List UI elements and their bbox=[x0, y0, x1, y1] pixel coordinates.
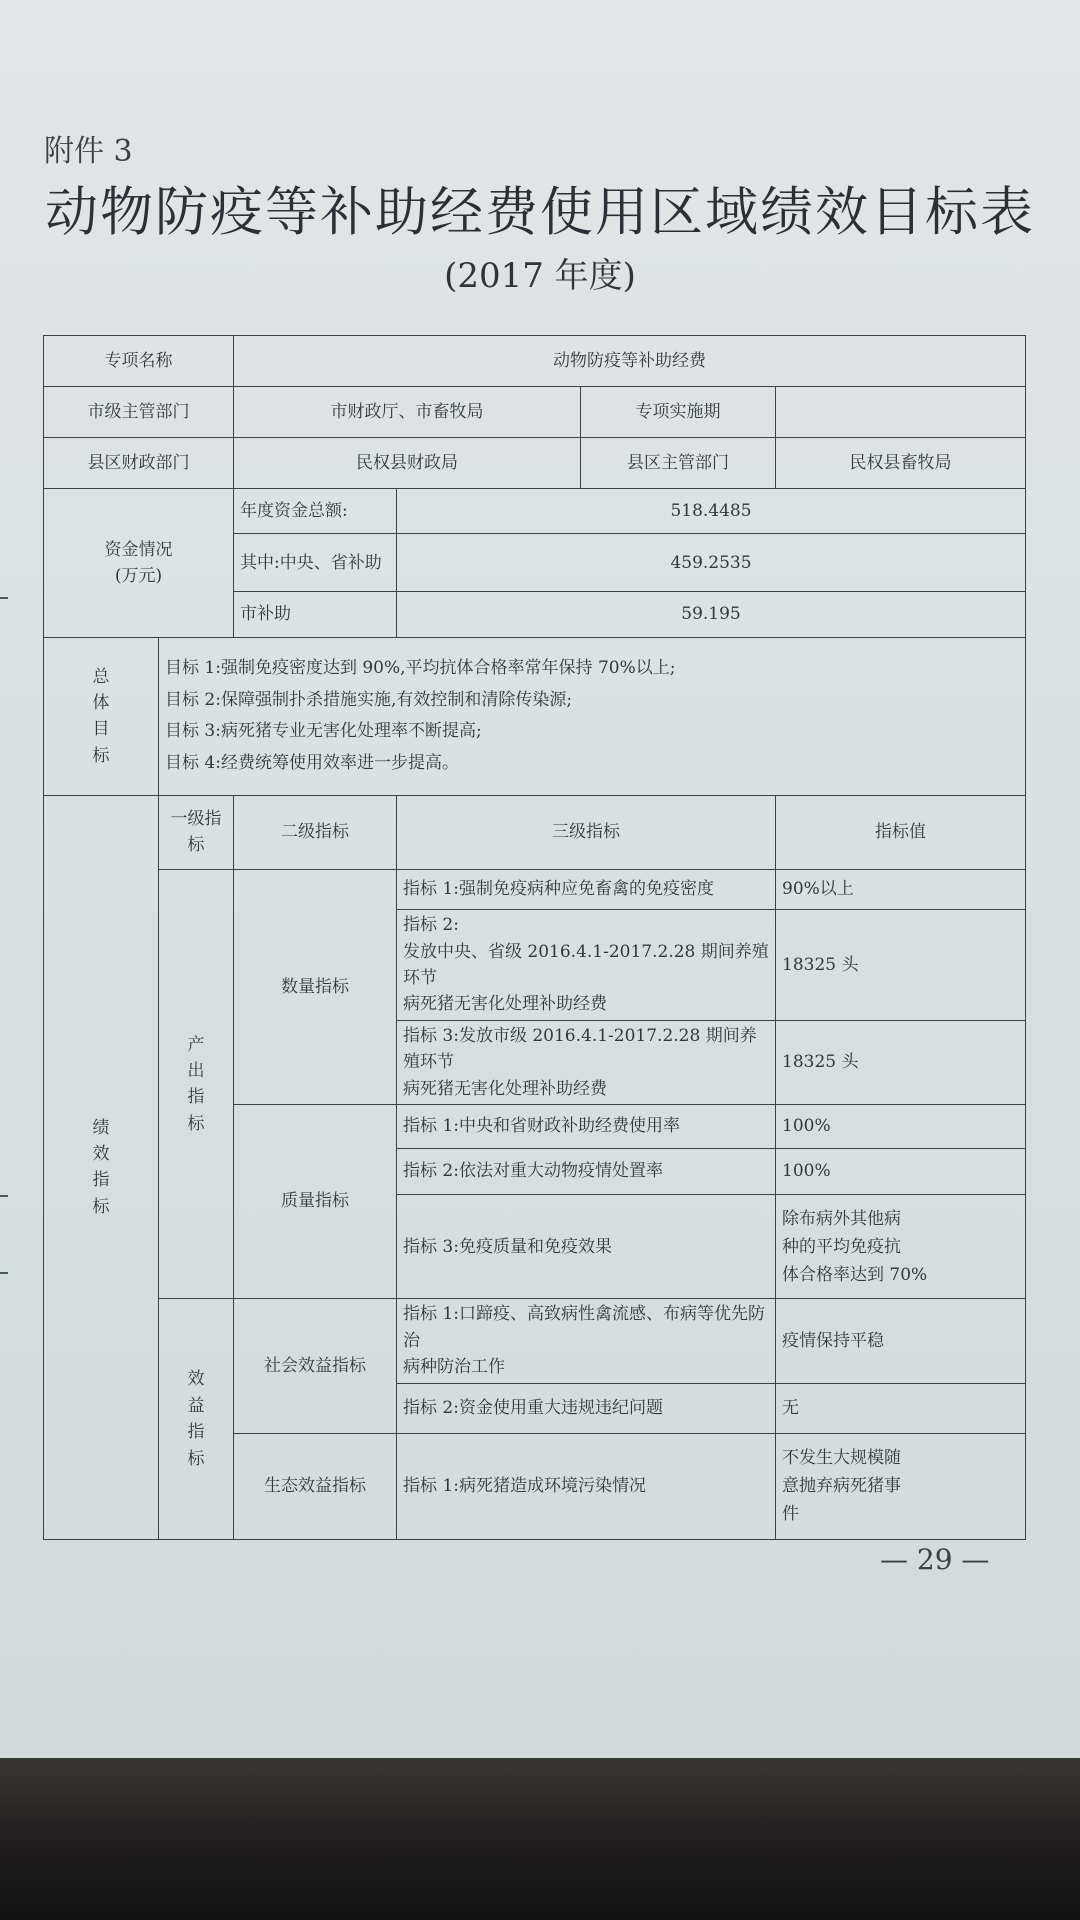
benefit-label-char: 效 bbox=[187, 1369, 205, 1390]
output-indicators-label bbox=[159, 870, 234, 1299]
quality-indicator-value: 100% bbox=[776, 1104, 1026, 1148]
attachment-label: 附件 3 bbox=[44, 134, 133, 169]
eco-benefit-label: 生态效益指标 bbox=[234, 1433, 397, 1539]
perf-label-char: 绩 bbox=[92, 1117, 110, 1138]
funds-central-value: 459.2535 bbox=[397, 534, 1026, 592]
project-name-label: 专项名称 bbox=[44, 336, 234, 387]
period-label: 专项实施期 bbox=[581, 387, 776, 438]
output-label-char: 出 bbox=[187, 1060, 205, 1081]
output-label-char: 产 bbox=[187, 1034, 205, 1055]
project-name-value: 动物防疫等补助经费 bbox=[234, 336, 1026, 387]
perf-label-char: 标 bbox=[92, 1196, 110, 1217]
county-dept-value: 民权县畜牧局 bbox=[776, 438, 1026, 489]
benefit-label-char: 益 bbox=[187, 1395, 205, 1416]
benefit-label-char: 指 bbox=[187, 1422, 205, 1443]
document-title: 动物防疫等补助经费使用区域绩效目标表 bbox=[45, 182, 1035, 243]
funds-total-label: 年度资金总额: bbox=[234, 489, 397, 534]
social-indicator-text: 指标 1:口蹄疫、高致病性禽流感、布病等优先防治 病种防治工作 bbox=[397, 1299, 776, 1383]
perf-label-char: 指 bbox=[92, 1170, 110, 1191]
goals-label-char: 目 bbox=[92, 719, 110, 740]
funds-label-cell bbox=[44, 489, 234, 637]
goal-item: 目标 4:经费统筹使用效率进一步提高。 bbox=[165, 752, 459, 773]
benefit-indicators-label bbox=[159, 1299, 234, 1540]
header-level3: 三级指标 bbox=[397, 795, 776, 869]
edge-mark bbox=[0, 1272, 8, 1274]
quality-indicator-text: 指标 3:免疫质量和免疫效果 bbox=[397, 1195, 776, 1299]
quantity-indicator-text: 指标 1:强制免疫病种应免畜禽的免疫密度 bbox=[397, 870, 776, 910]
goals-list bbox=[159, 637, 1026, 795]
county-finance-label: 县区财政部门 bbox=[44, 438, 234, 489]
quantity-indicator-text: 指标 3:发放市级 2016.4.1-2017.2.28 期间养殖环节 病死猪无害化处理补助经费 bbox=[397, 1020, 776, 1104]
quantity-indicator-value: 90%以上 bbox=[776, 870, 1026, 910]
city-dept-label: 市级主管部门 bbox=[44, 387, 234, 438]
edge-mark bbox=[0, 1195, 8, 1197]
quality-indicator-value: 除布病外其他病 种的平均免疫抗 体合格率达到 70% bbox=[776, 1195, 1026, 1299]
goals-label-char: 总 bbox=[92, 666, 110, 687]
quantity-indicator-value: 18325 头 bbox=[776, 910, 1026, 1021]
eco-indicator-value: 不发生大规模随 意抛弃病死猪事 件 bbox=[776, 1433, 1026, 1539]
page-number: — 29 — bbox=[880, 1543, 990, 1576]
output-label-char: 标 bbox=[187, 1113, 205, 1134]
header-level2: 二级指标 bbox=[234, 795, 397, 869]
desk-background bbox=[0, 1758, 1080, 1920]
period-value bbox=[776, 387, 1026, 438]
output-label-char: 指 bbox=[187, 1087, 205, 1108]
header-level1: 一级指标 bbox=[159, 795, 234, 869]
city-dept-value: 市财政厅、市畜牧局 bbox=[234, 387, 581, 438]
quality-indicator-value: 100% bbox=[776, 1149, 1026, 1195]
goals-label-char: 标 bbox=[92, 745, 110, 766]
perf-label bbox=[44, 795, 159, 1539]
header-value: 指标值 bbox=[776, 795, 1026, 869]
funds-total-value: 518.4485 bbox=[397, 489, 1026, 534]
quality-indicator-text: 指标 1:中央和省财政补助经费使用率 bbox=[397, 1104, 776, 1148]
edge-mark bbox=[0, 597, 8, 599]
quantity-indicator-text: 指标 2: 发放中央、省级 2016.4.1-2017.2.28 期间养殖环节 病死猪无害化处理补助经费 bbox=[397, 910, 776, 1021]
social-indicator-value: 疫情保持平稳 bbox=[776, 1299, 1026, 1383]
perf-label-char: 效 bbox=[92, 1144, 110, 1165]
social-indicator-value: 无 bbox=[776, 1383, 1026, 1433]
goal-item: 目标 2:保障强制扑杀措施实施,有效控制和清除传染源; bbox=[165, 689, 573, 710]
funds-unit: (万元) bbox=[114, 565, 163, 586]
quantity-indicators-label: 数量指标 bbox=[234, 870, 397, 1105]
goals-label-char: 体 bbox=[92, 692, 110, 713]
funds-city-label: 市补助 bbox=[234, 592, 397, 637]
performance-target-table bbox=[43, 335, 1026, 1540]
quality-indicators-label: 质量指标 bbox=[234, 1104, 397, 1298]
document-subtitle: (2017 年度) bbox=[444, 256, 636, 296]
funds-central-label: 其中:中央、省补助 bbox=[234, 534, 397, 592]
county-dept-label: 县区主管部门 bbox=[581, 438, 776, 489]
county-finance-value: 民权县财政局 bbox=[234, 438, 581, 489]
goal-item: 目标 3:病死猪专业无害化处理率不断提高; bbox=[165, 721, 482, 742]
quantity-indicator-value: 18325 头 bbox=[776, 1020, 1026, 1104]
benefit-label-char: 标 bbox=[187, 1448, 205, 1469]
goals-label bbox=[44, 637, 159, 795]
eco-indicator-text: 指标 1:病死猪造成环境污染情况 bbox=[397, 1433, 776, 1539]
social-benefit-label: 社会效益指标 bbox=[234, 1299, 397, 1433]
quality-indicator-text: 指标 2:依法对重大动物疫情处置率 bbox=[397, 1149, 776, 1195]
funds-label: 资金情况 bbox=[104, 539, 173, 560]
social-indicator-text: 指标 2:资金使用重大违规违纪问题 bbox=[397, 1383, 776, 1433]
funds-city-value: 59.195 bbox=[397, 592, 1026, 637]
goal-item: 目标 1:强制免疫密度达到 90%,平均抗体合格率常年保持 70%以上; bbox=[165, 658, 676, 679]
